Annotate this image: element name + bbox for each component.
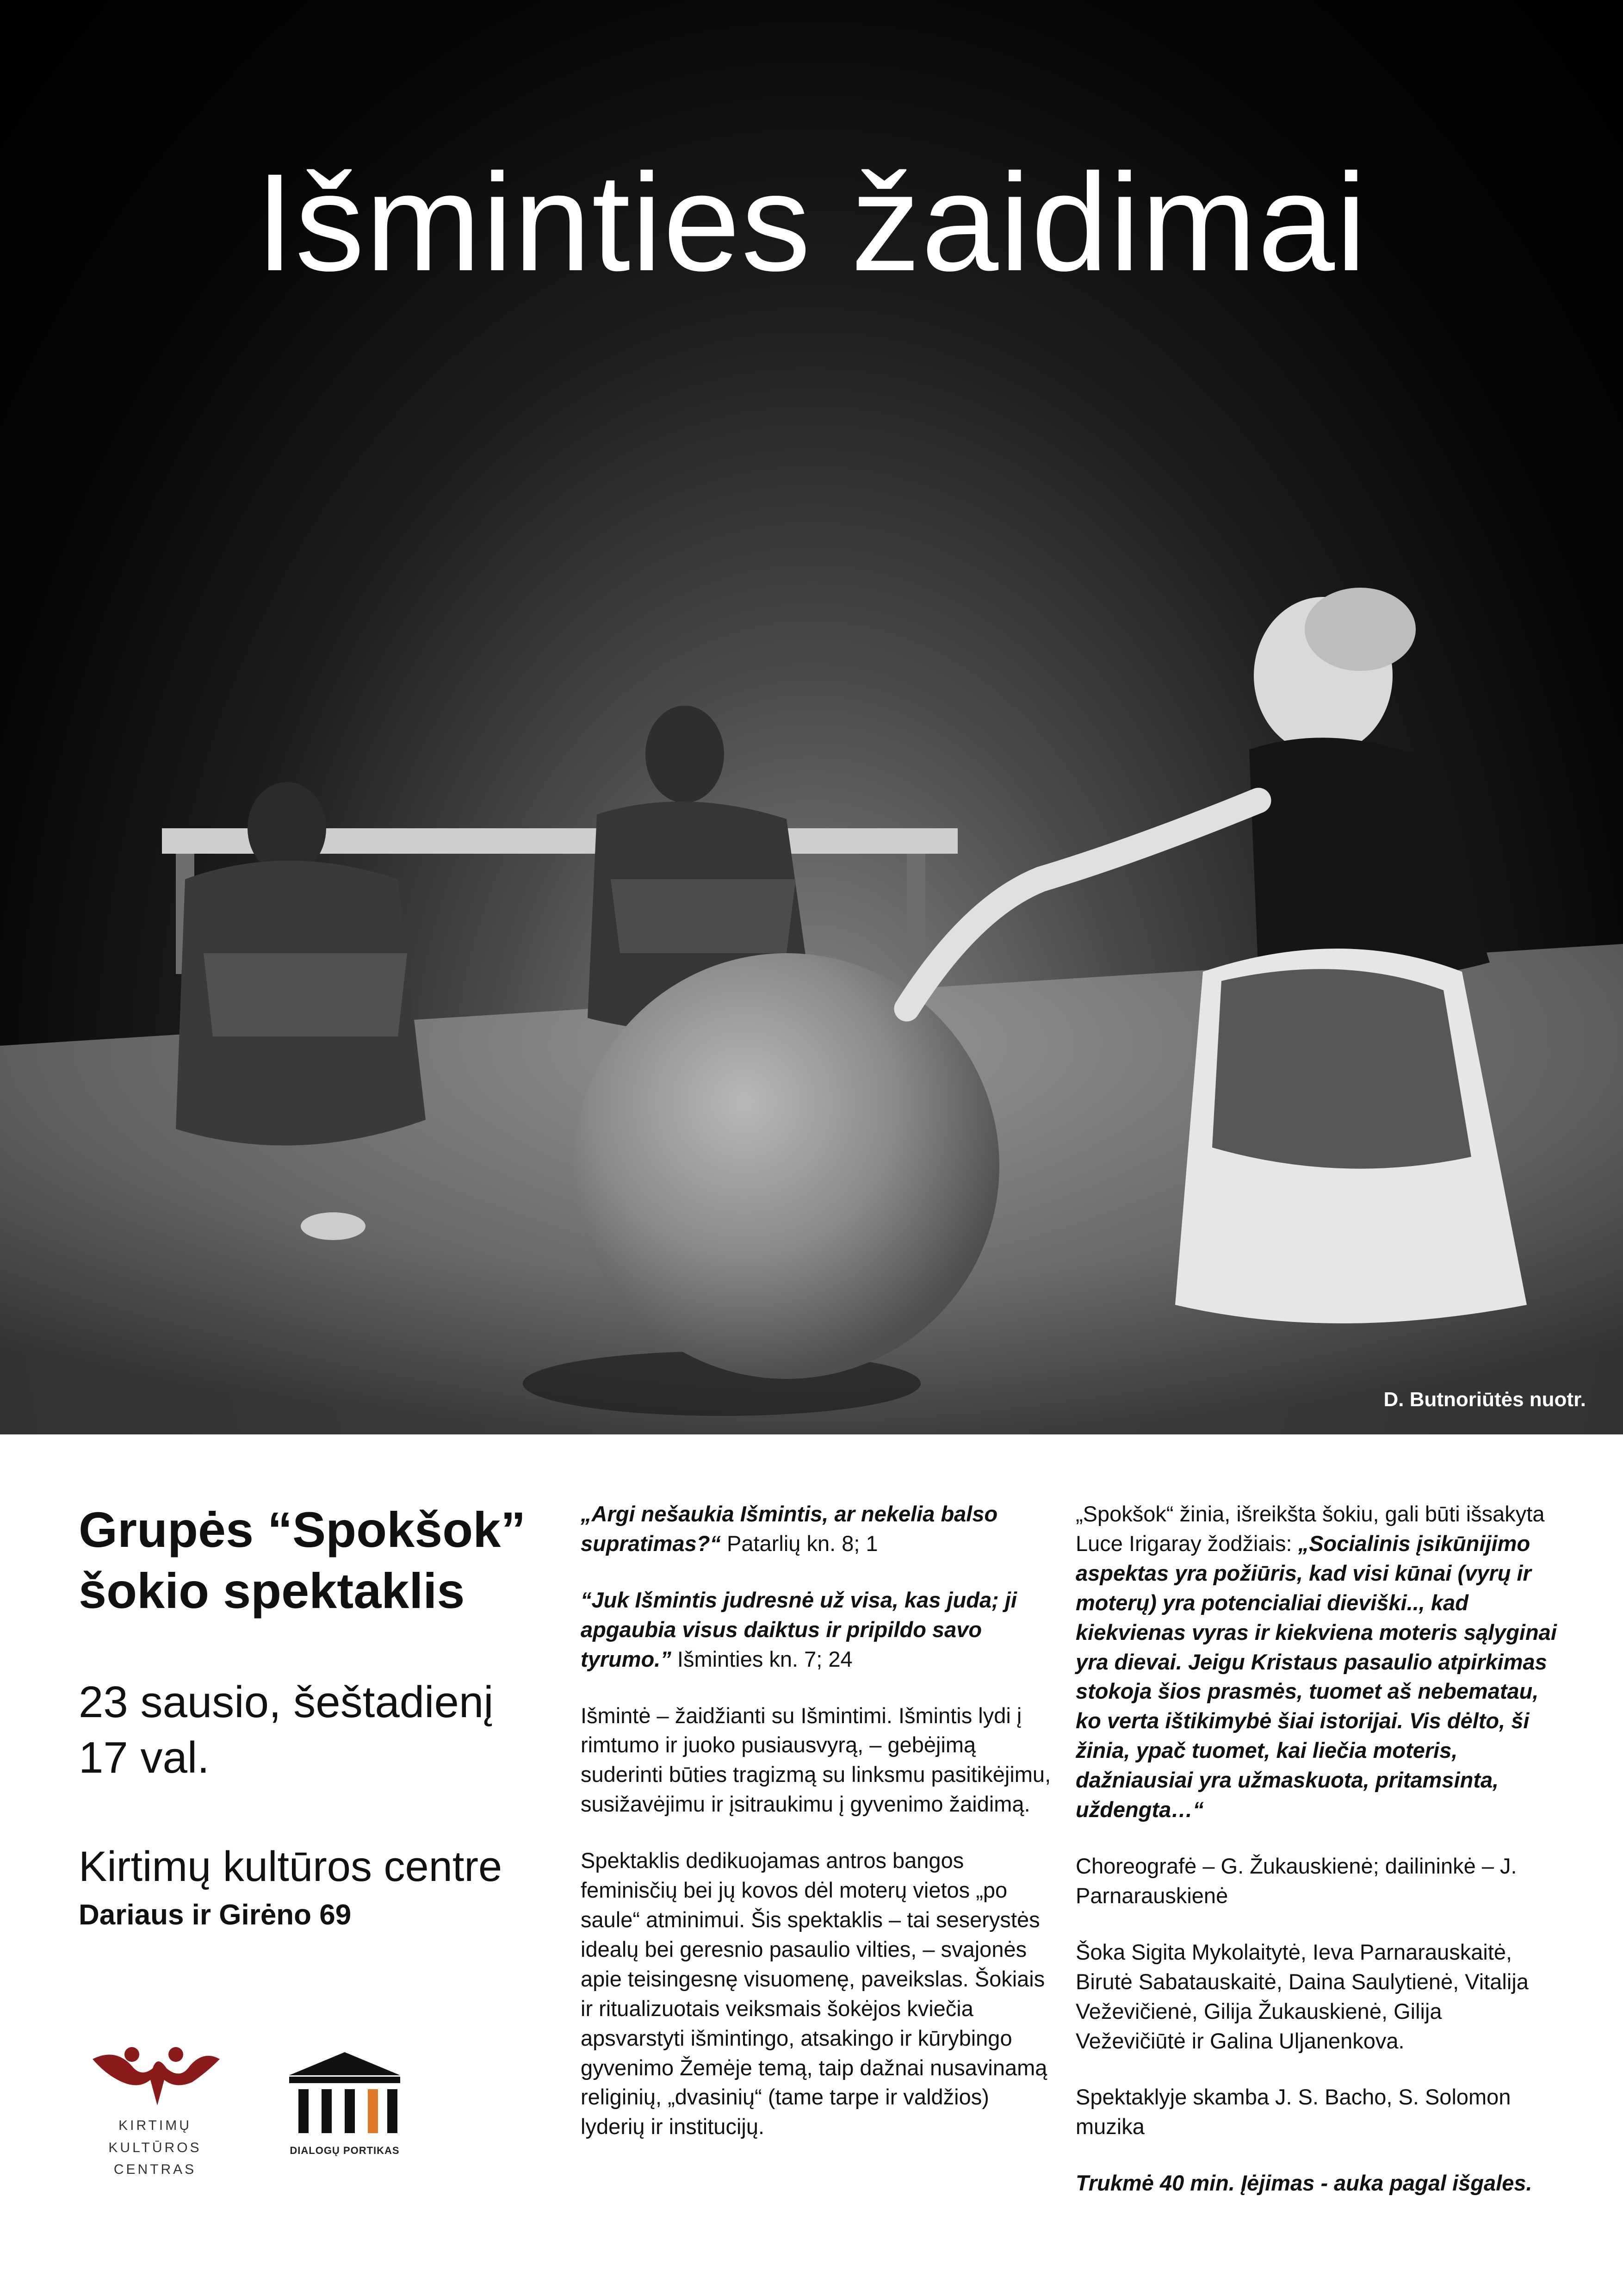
kirtimu-emblem-icon (88, 2041, 222, 2110)
duration-text: Trukmė 40 min. Įėjimas - auka pagal išgales. (1076, 2171, 1532, 2196)
group-title: Grupės “Spokšok” (79, 1502, 526, 1558)
description-column (581, 1499, 1057, 2168)
dialogu-portikas-text: DIALOGŲ PORTIKAS (290, 2145, 400, 2156)
irigaray-quote: „Socialinis įsikūnijimo aspektas yra požiūris, kad visi kūnai (vyrų ir moterų) yra potencialiai dieviški.., kad kiekvienas vyras ir kiekviena moteris sąlyginai yra dievai. Jeigu Kristaus pasaulio atpirkimas stokoja šios prasmės, tuomet aš nebematau, ko verta ištikimybė šiai istorijai. Vis dėlto, ši žinia, ypač tuomet, kai liečia moteris, dažniausiai yra užmaskuota, pritamsinta, uždengta…“ (1076, 1531, 1557, 1822)
paragraph-dedication: Spektaklis dedikuojamas antros bangos feminisčių bei jų kovos dėl moterų vietos „po saule“ atminimui. Šis spektaklis – tai seserystės idealų bei geresnio pasaulio vilties, – svajonės apie teisingesnę visuomenę, paveikslas. Šokiais ir ritualizuotais veiksmais šokėjos kviečia apsvarstyti išmintingo, atsakingo ir kūrybingo gyvenimo Žemėje temą, taip dažnai nusavinamą religinių, „dvasinių“ (tame tarpe ir valdžios) lyderių ir institucijų. (581, 1848, 1047, 2139)
exercise-ball (574, 953, 999, 1379)
paragraph-ismintė: Išmintė – žaidžianti su Išmintimi. Išmintis lydi į rimtumo ir juoko pusiausvyrą, – gebėjimą suderinti būties tragizmą su linksmu pasitikėjimu, susižavėjimu ir įsitraukimu į gyvenimo žaidimą. (581, 1703, 1051, 1817)
dialogu-portikas-logo (275, 2050, 414, 2157)
kirtimu-logo-line-1: KIRTIMŲ (118, 2118, 192, 2133)
creative-credits: Choreografė – G. Žukauskienė; dailininkė – J. Parnarauskienė (1076, 1853, 1517, 1908)
irigaray-paragraph (1076, 1499, 1557, 1824)
event-date (79, 1675, 551, 1786)
irigaray-intro: „Spokšok“ žinia, išreikšta šokiu, gali būti išsakyta Luce Irigaray žodžiais: (1076, 1502, 1545, 1556)
kirtimu-logo-line-2: KULTŪROS (108, 2140, 202, 2155)
poster-title: Išminties žaidimai (255, 144, 1368, 300)
kirtimu-logo-line-3: CENTRAS (113, 2162, 197, 2177)
venue-address: Dariaus ir Girėno 69 (79, 1899, 352, 1931)
quote-proverbs (581, 1499, 1057, 1558)
venue: Kirtimų kultūros centre (79, 1843, 502, 1890)
quote-wisdom-text: “Juk Išmintis judresnė už visa, kas juda; ji apgaubia visus daiktus ir pripildo savo tyrumo.” (581, 1587, 1017, 1671)
portico-icon (280, 2050, 409, 2138)
event-info (79, 1499, 551, 1931)
photo-credit: D. Butnoriūtės nuotr. (1383, 1388, 1586, 1411)
dancers-list: Šoka Sigita Mykolaitytė, Ieva Parnarauskaitė, Birutė Sabatauskaitė, Daina Saulytienė, Vitalija Veževičienė, Gilija Žukauskienė, Gilija Veževičiūtė ir Galina Uljanenkova. (1076, 1939, 1529, 2053)
quote-proverbs-ref: Patarlių kn. 8; 1 (727, 1531, 878, 1556)
quote-wisdom (581, 1585, 1057, 1674)
performance-subtitle: šokio spektaklis (79, 1562, 465, 1619)
date-line: 23 sausio, šeštadienį (79, 1677, 494, 1727)
quote-wisdom-ref: Išminties kn. 7; 24 (677, 1646, 853, 1671)
duration-entry (1076, 2168, 1557, 2198)
credits-column (1076, 1499, 1557, 2225)
time-line: 17 val. (79, 1732, 210, 1782)
quote-proverbs-text: „Argi nešaukia Išmintis, ar nekelia balso supratimas?“ (581, 1502, 998, 1556)
music-credits: Spektaklyje skamba J. S. Bacho, S. Solomon muzika (1076, 2085, 1511, 2139)
kirtimu-logo (88, 2041, 222, 2178)
logos (88, 2041, 467, 2198)
